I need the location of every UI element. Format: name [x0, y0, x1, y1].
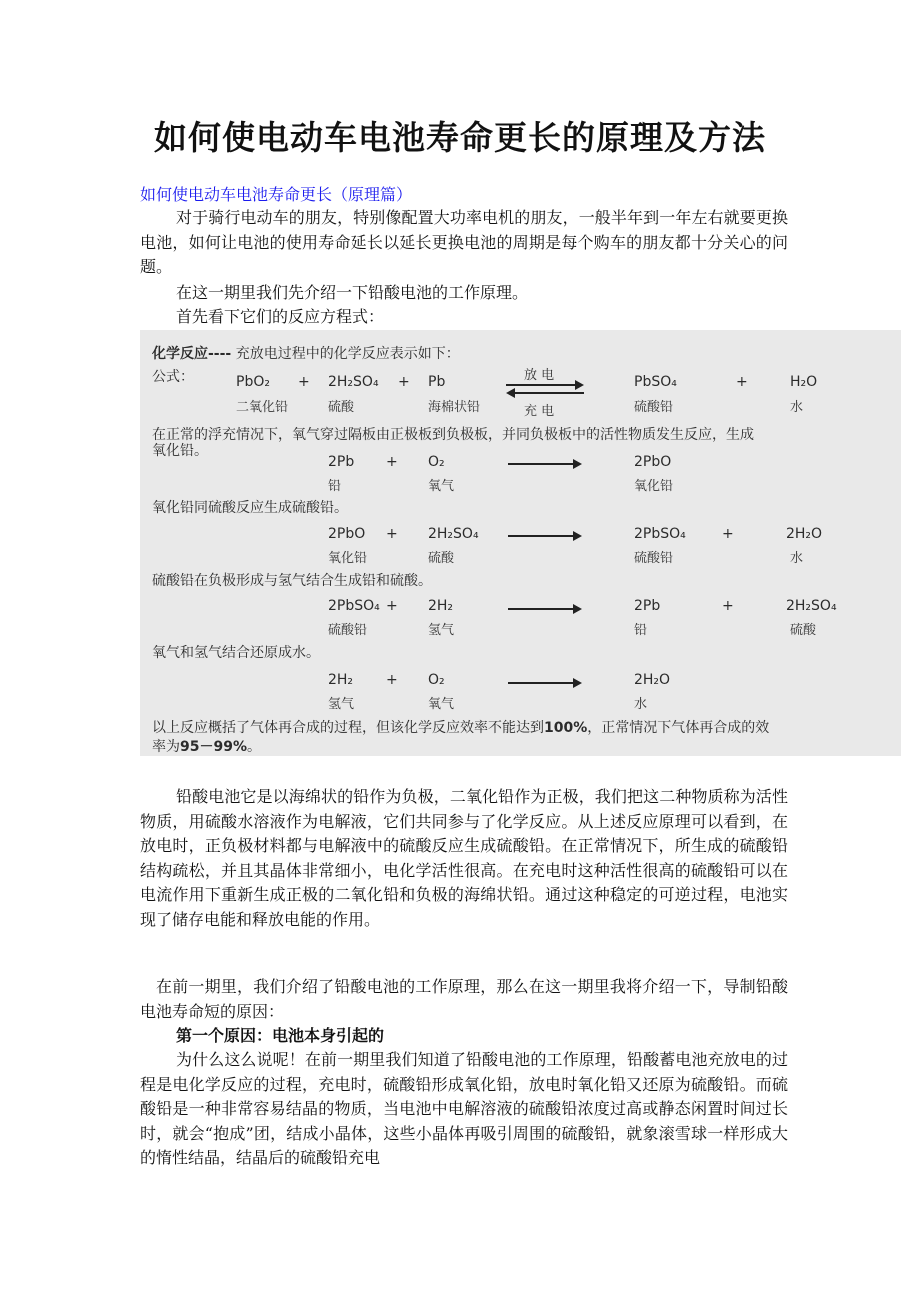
summary-line-1: 以上反应概括了气体再合成的过程，但该化学反应效率不能达到100%，正常情况下气体再合成的效 [152, 720, 770, 736]
reactant-name: 二氧化铅 [236, 400, 289, 415]
reactant-pbso4: 2PbSO₄ [328, 598, 380, 614]
formula-label: 公式： [152, 369, 194, 385]
section-subtitle: 如何使电动车电池寿命更长（原理篇） [140, 185, 413, 204]
charge-label: 充 电 [524, 404, 555, 419]
reverse-arrow-icon [508, 392, 584, 394]
paragraph-equation-intro: 首先看下它们的反应方程式： [176, 307, 385, 326]
product-name: 水 [790, 551, 804, 566]
note-float-charge: 在正常的浮充情况下，氧气穿过隔板由正极板到负极板，并同负极板中的活性物质发生反应，生成 [152, 427, 754, 443]
reactant-o2: O₂ [428, 672, 445, 688]
reactant-o2: O₂ [428, 454, 445, 470]
discharge-label: 放 电 [524, 368, 555, 383]
paragraph-intro: 对于骑行电动车的朋友，特别像配置大功率电机的朋友，一般半年到一年左右就要更换电池，如何让电池的使用寿命延长以延长更换电池的周期是每个购车的朋友都十分关心的问题。 [140, 208, 788, 277]
plus-sign: + [722, 526, 734, 542]
reaction-arrow-icon [508, 682, 580, 684]
reactant-name: 硫酸 [428, 551, 455, 566]
product-name: 铅 [634, 623, 648, 638]
paragraph-reason-1: 为什么这么说呢！在前一期里我们知道了铅酸电池的工作原理，铅酸蓄电池充放电的过程是电化学反应的过程，充电时，硫酸铅形成氧化铅，放电时氧化铅又还原为硫酸铅。而硫酸铅是一种非常容易结晶的物质，当电池中电解溶液的硫酸铅浓度过高或静态闲置时间过长时，就会“抱成”团，结成小晶体，这些小晶体再吸引周围的硫酸铅，就象滚雪球一样形成大的惰性结晶，结晶后的硫酸铅充电 [140, 1050, 788, 1168]
forward-arrow-icon [506, 384, 582, 386]
reactant-pb: Pb [428, 374, 446, 390]
summary-line-2: 率为95－99%。 [152, 739, 261, 755]
reactant-name: 海棉状铅 [428, 400, 481, 415]
product-name: 水 [790, 400, 804, 415]
plus-sign: + [398, 374, 410, 390]
product-name: 氧化铅 [634, 479, 674, 494]
reaction-arrow-icon [508, 535, 580, 537]
plus-sign: + [298, 374, 310, 390]
reactant-h2so4: 2H₂SO₄ [428, 526, 479, 542]
plus-sign: + [386, 598, 398, 614]
reactant-name: 铅 [328, 479, 342, 494]
note-water: 氧气和氢气结合还原成水。 [152, 645, 320, 661]
reaction-arrow-icon [508, 608, 580, 610]
plus-sign: + [736, 374, 748, 390]
reactant-name: 氧气 [428, 479, 455, 494]
note-lead-sulfate: 硫酸铅在负极形成与氢气结合生成铅和硫酸。 [152, 573, 432, 589]
product-h2o: 2H₂O [786, 526, 823, 542]
document-title: 如何使电动车电池寿命更长的原理及方法 [154, 118, 766, 157]
product-name: 硫酸 [790, 623, 817, 638]
reactant-pbo2: PbO₂ [236, 374, 270, 390]
paragraph-principle-intro: 在这一期里我们先介绍一下铅酸电池的工作原理。 [176, 283, 529, 302]
product-name: 硫酸铅 [634, 551, 674, 566]
reaction-arrow-icon [508, 463, 580, 465]
reactant-name: 氧化铅 [328, 551, 368, 566]
reactant-pbo: 2PbO [328, 526, 366, 542]
product-h2o: 2H₂O [634, 672, 671, 688]
product-pbo: 2PbO [634, 454, 672, 470]
note-lead-oxide: 氧化铅同硫酸反应生成硫酸铅。 [152, 500, 348, 516]
note-float-charge-cont: 氧化铅。 [152, 443, 208, 459]
product-pb: 2Pb [634, 598, 661, 614]
paragraph-lead-acid-principle: 铅酸电池它是以海绵状的铅作为负极，二氧化铅作为正极，我们把这二种物质称为活性物质，用硫酸水溶液作为电解液，它们共同参与了化学反应。从上述反应原理可以看到，在放电时，正负极材料都与电解液中的硫酸反应生成硫酸铅。在正常情况下，所生成的硫酸铅结构疏松，并且其晶体非常细小，电化学活性很高。在充电时这种活性很高的硫酸铅可以在电流作用下重新生成正极的二氧化铅和负极的海绵状铅。通过这种稳定的可逆过程，电池实现了储存电能和释放电能的作用。 [140, 787, 788, 929]
plus-sign: + [386, 672, 398, 688]
plus-sign: + [386, 526, 398, 542]
reason-1-heading: 第一个原因：电池本身引起的 [176, 1026, 385, 1045]
product-h2so4: 2H₂SO₄ [786, 598, 837, 614]
figure-heading: 化学反应---- 充放电过程中的化学反应表示如下： [152, 346, 460, 362]
reactant-name: 氢气 [428, 623, 455, 638]
product-pbso4: PbSO₄ [634, 374, 677, 390]
paragraph-battery-life-intro: 在前一期里，我们介绍了铅酸电池的工作原理，那么在这一期里我将介绍一下，导制铅酸电池寿命短的原因： [140, 977, 788, 1021]
reactant-h2: 2H₂ [328, 672, 354, 688]
reactant-h2: 2H₂ [428, 598, 454, 614]
reactant-name: 硫酸铅 [328, 623, 368, 638]
product-pbso4: 2PbSO₄ [634, 526, 686, 542]
plus-sign: + [386, 454, 398, 470]
reactant-h2so4: 2H₂SO₄ [328, 374, 379, 390]
reactant-name: 硫酸 [328, 400, 355, 415]
product-h2o: H₂O [790, 374, 818, 390]
reactant-name: 氢气 [328, 697, 355, 712]
product-name: 水 [634, 697, 648, 712]
plus-sign: + [722, 598, 734, 614]
product-name: 硫酸铅 [634, 400, 674, 415]
reaction-equations-figure [140, 330, 901, 756]
reactant-pb: 2Pb [328, 454, 355, 470]
reactant-name: 氧气 [428, 697, 455, 712]
